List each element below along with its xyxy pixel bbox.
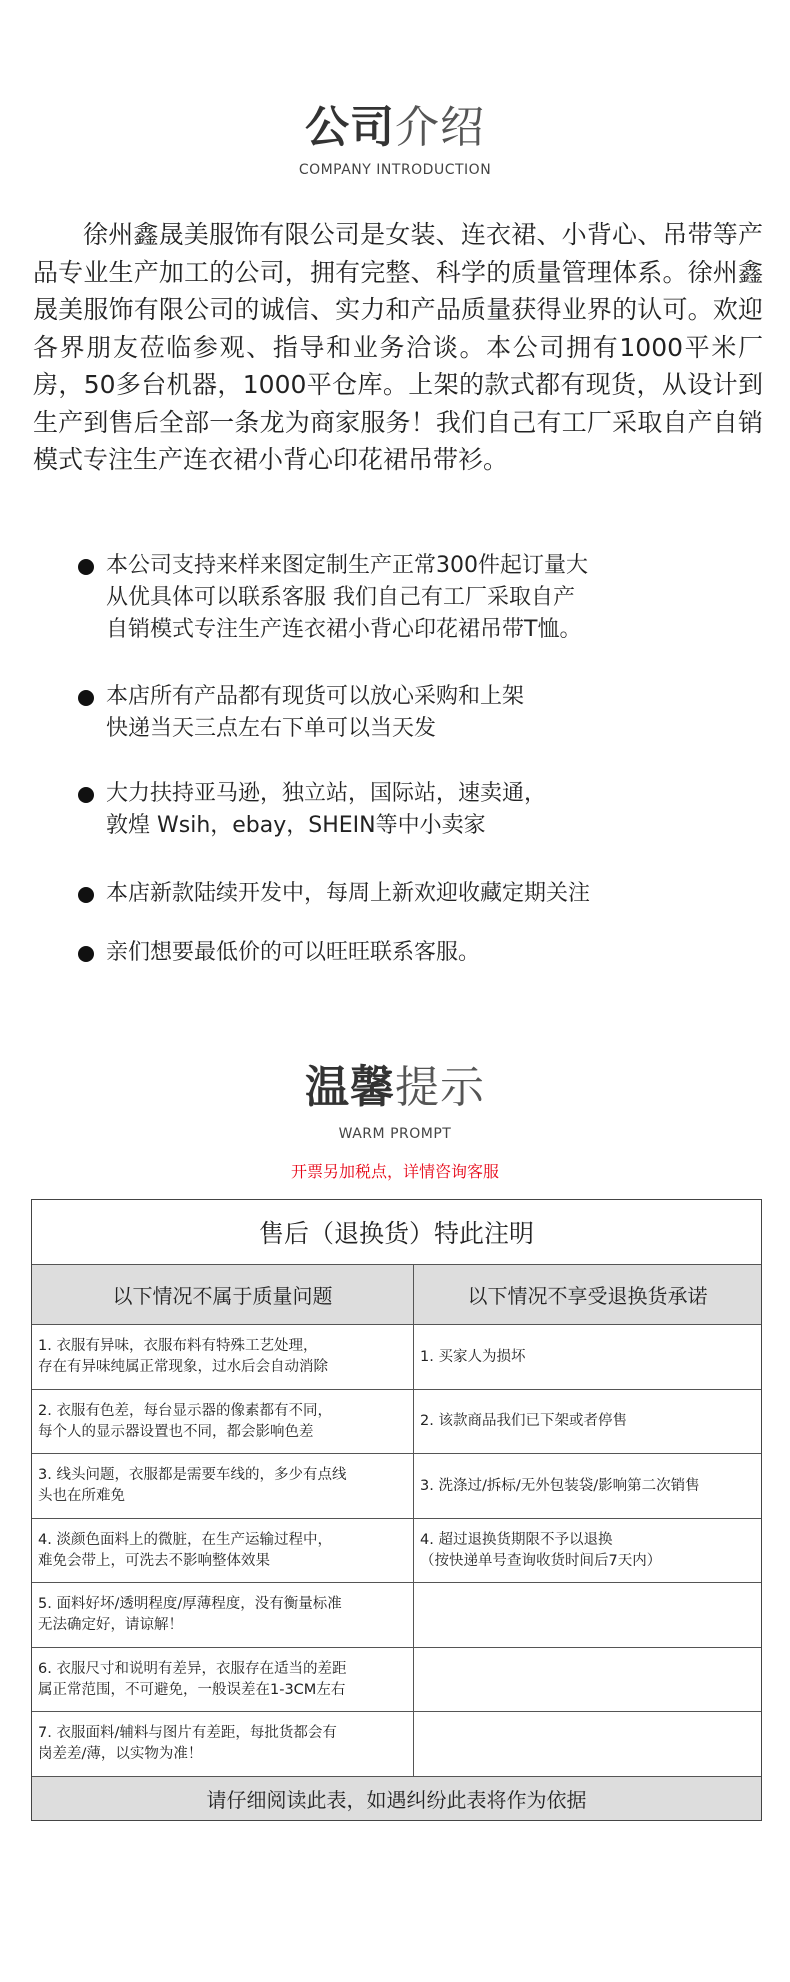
warm-subtitle: WARM PROMPT <box>338 1126 452 1142</box>
right-cell-text: 1. 买家人为损坏 <box>420 1348 526 1365</box>
warm-title-light: 提示 <box>395 1062 485 1113</box>
table-row <box>32 1648 761 1712</box>
bullet-line: 亲们想要最低价的可以旺旺联系客服。 <box>106 940 481 965</box>
left-cell-text: 3. 线头问题，衣服都是需要车线的，多少有点线 头也在所难免 <box>38 1467 347 1504</box>
bullet-dot-icon <box>78 690 94 706</box>
bullet-line: 自销模式专注生产连衣裙小背心印花裙吊带T恤。 <box>106 617 582 642</box>
table-row <box>32 1325 761 1390</box>
table-row <box>32 1712 761 1777</box>
right-cell-text: 3. 洗涤过/拆标/无外包装袋/影响第二次销售 <box>420 1477 700 1494</box>
left-cell-text: 2. 衣服有色差，每台显示器的像素都有不同， 每个人的显示器设置也不同，都会影响色差 <box>38 1402 332 1440</box>
warm-title-bold: 温馨 <box>305 1062 395 1113</box>
intro-title-light: 介绍 <box>395 102 485 153</box>
left-cell-text: 1. 衣服有异味，衣服布料有特殊工艺处理， 存在有异味纯属正常现象，过水后会自动消除 <box>38 1338 328 1375</box>
left-column-header: 以下情况不属于质量问题 <box>32 1265 414 1324</box>
table-row <box>32 1390 761 1454</box>
left-cell-text: 4. 淡颜色面料上的微脏，在生产运输过程中， 难免会带上，可洗去不影响整体效果 <box>38 1531 332 1569</box>
table-title: 售后（退换货）特此注明 <box>258 1219 534 1248</box>
left-cell-text: 5. 面料好坏/透明程度/厚薄程度，没有衡量标准 无法确定好，请谅解！ <box>38 1596 342 1633</box>
bullet-line: 本店所有产品都有现货可以放心采购和上架 <box>106 684 525 709</box>
table-footer-row <box>32 1777 761 1820</box>
table-footer: 请仔细阅读此表，如遇纠纷此表将作为依据 <box>206 1788 587 1812</box>
right-cell-text: 4. 超过退换货期限不予以退换 （按快递单号查询收货时间后7天内） <box>420 1531 662 1569</box>
right-column-header: 以下情况不享受退换货承诺 <box>467 1284 708 1308</box>
bullet-line: 从优具体可以联系客服 我们自己有工厂采取自产 <box>106 585 575 610</box>
left-cell-text: 7. 衣服面料/辅料与图片有差距，每批货都会有 岗差差/薄，以实物为准！ <box>38 1725 337 1762</box>
after-sales-table <box>31 1199 762 1821</box>
bullet-dot-icon <box>78 787 94 803</box>
bullet-line: 敦煌 Wsih，ebay，SHEIN等中小卖家 <box>106 813 486 838</box>
intro-title <box>0 102 790 154</box>
bullet-line: 本公司支持来样来图定制生产正常300件起订量大 <box>106 553 588 578</box>
bullet-line: 大力扶持亚马逊，独立站，国际站，速卖通， <box>106 781 547 806</box>
intro-paragraph: 徐州鑫晟美服饰有限公司是女装、连衣裙、小背心、吊带等产品专业生产加工的公司，拥有完整、科学的质量管理体系。徐州鑫晟美服饰有限公司的诚信、实力和产品质量获得业界的认可。欢迎各界朋友莅临参观、指导和业务洽谈。本公司拥有1000平米厂房，50多台机器，1000平仓库。上架的款式都有现货，从设计到生产到售后全部一条龙为商家服务！我们自己有工厂采取自产自销模式专注生产连衣裙小背心印花裙吊带衫。 <box>33 220 763 474</box>
table-row <box>32 1583 761 1648</box>
bullet-dot-icon <box>78 559 94 575</box>
bullet-line: 快递当天三点左右下单可以当天发 <box>106 716 437 741</box>
intro-title-bold: 公司 <box>305 102 395 153</box>
invoice-note: 开票另加税点，详情咨询客服 <box>290 1162 499 1181</box>
table-title-row <box>32 1200 761 1265</box>
table-header-row <box>32 1265 761 1325</box>
right-cell-text: 2. 该款商品我们已下架或者停售 <box>420 1413 627 1429</box>
bullet-line: 本店新款陆续开发中，每周上新欢迎收藏定期关注 <box>106 881 591 906</box>
table-row <box>32 1454 761 1519</box>
bullet-dot-icon <box>78 946 94 962</box>
table-row <box>32 1519 761 1583</box>
left-cell-text: 6. 衣服尺寸和说明有差异，衣服存在适当的差距 属正常范围，不可避免，一般误差在1-3CM左右 <box>38 1660 347 1698</box>
intro-subtitle: COMPANY INTRODUCTION <box>298 162 492 178</box>
warm-title <box>0 1062 790 1114</box>
bullet-dot-icon <box>78 887 94 903</box>
